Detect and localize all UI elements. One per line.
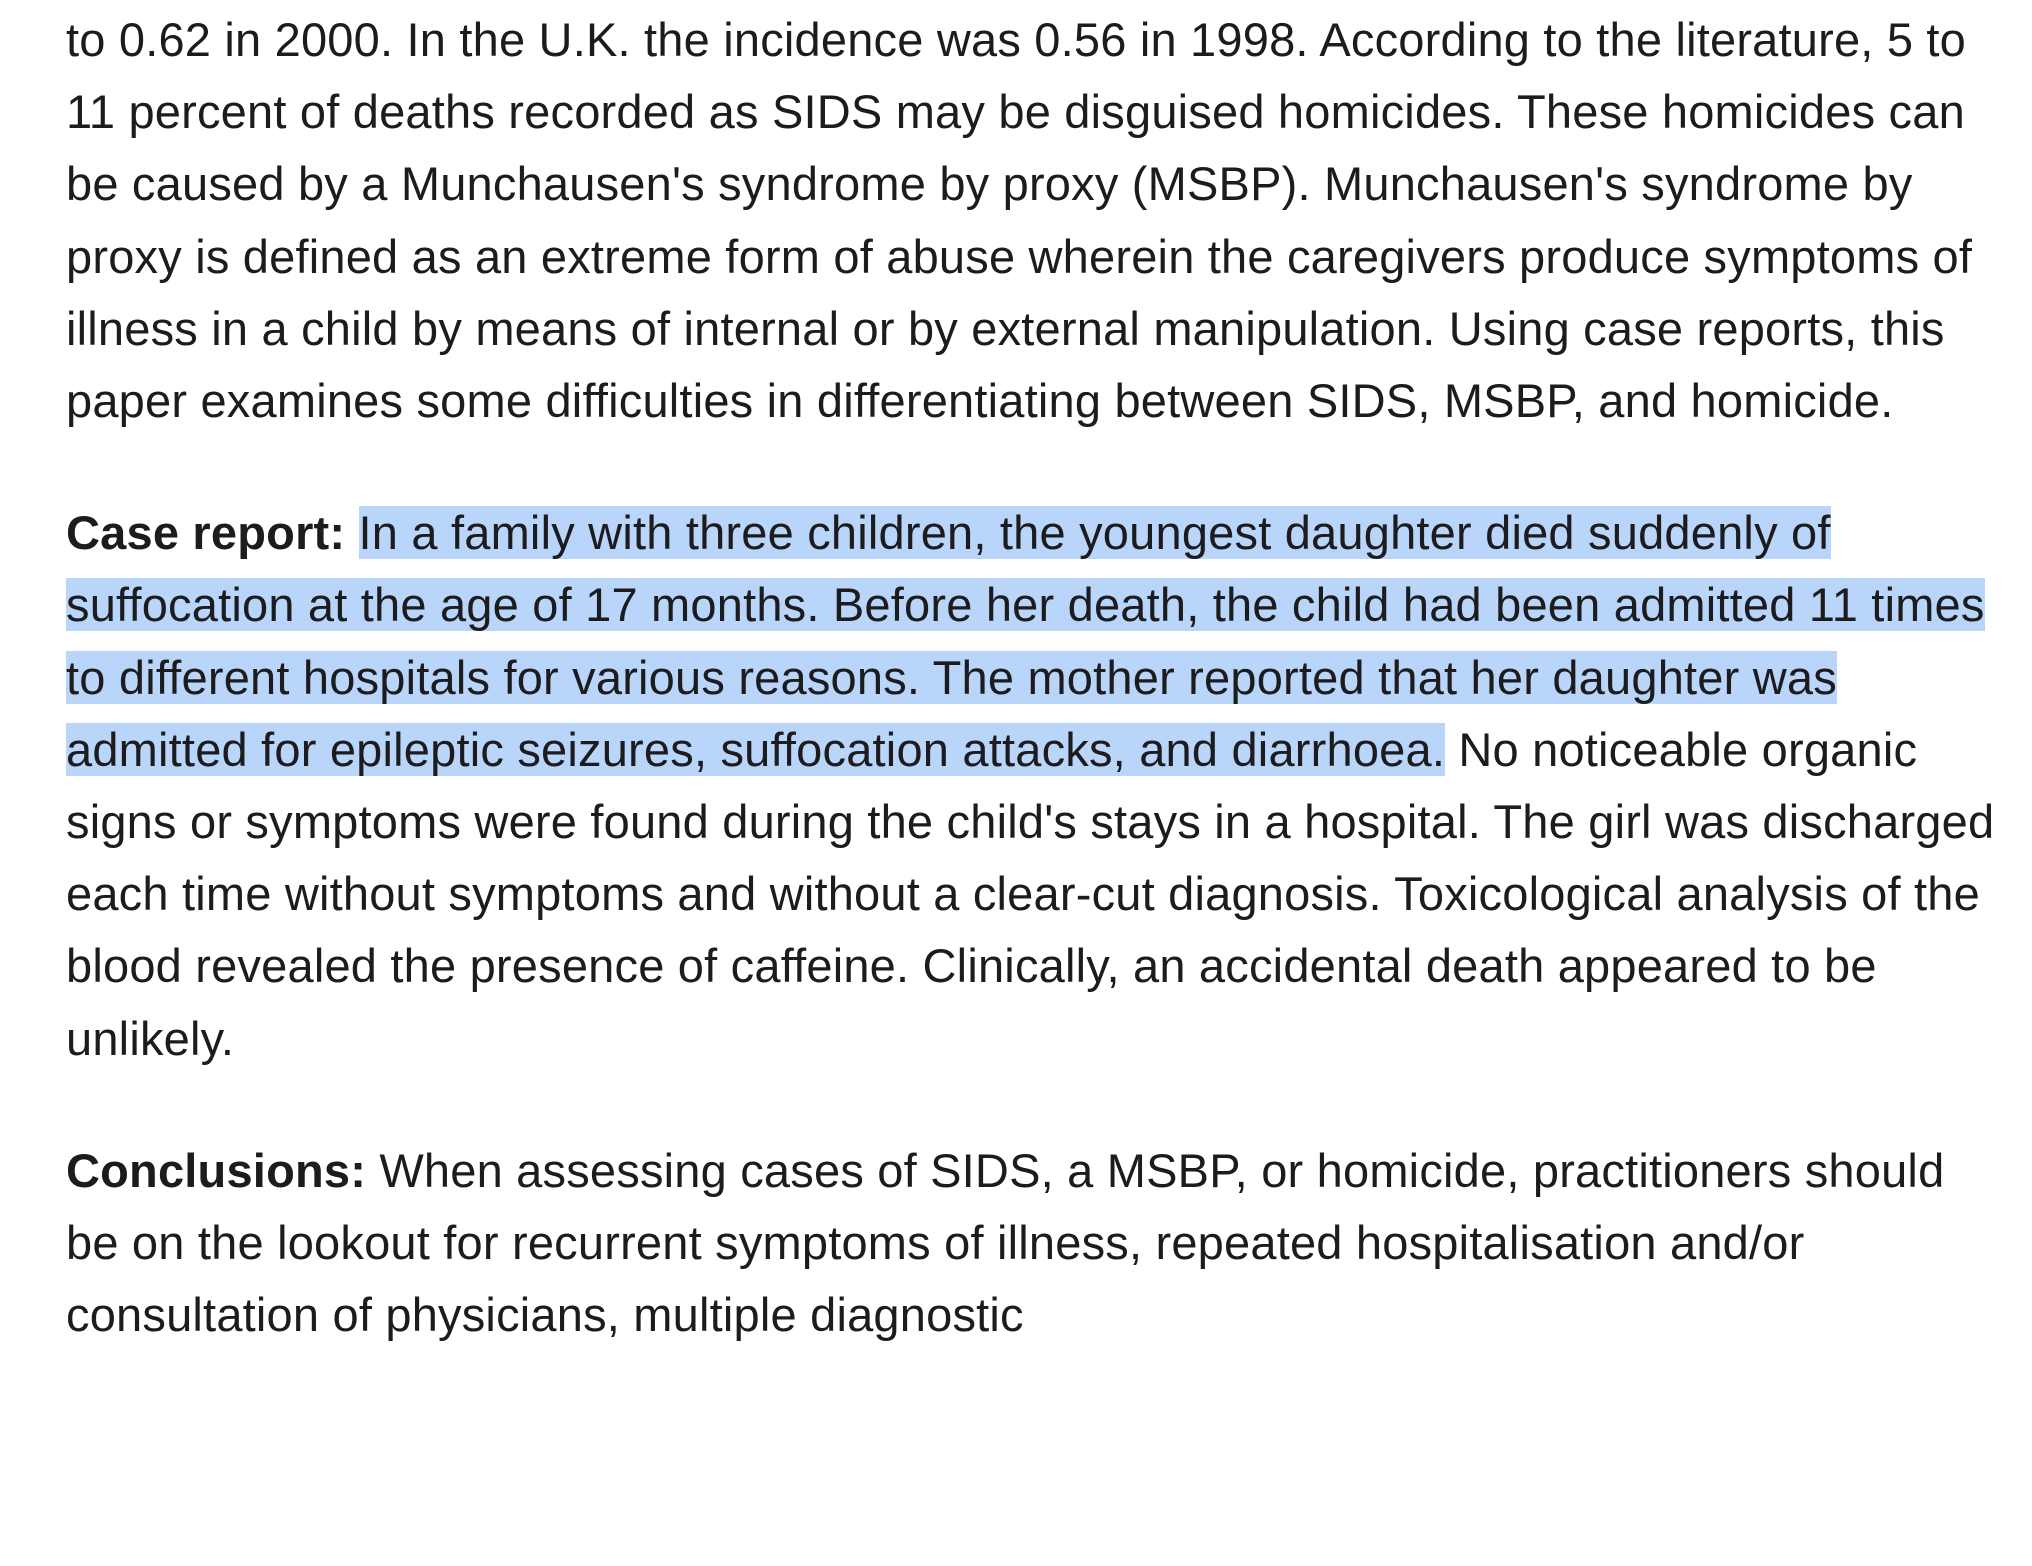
conclusions-label: Conclusions: xyxy=(66,1143,367,1197)
case-report-label: Case report: xyxy=(66,506,346,560)
selected-text-highlight[interactable]: In a family with three children, the youngest daughter died suddenly of suffocation at the age of 17 months. Before her death, the child had been admitted 11 times to different hospitals for various reasons. The mother reported that her daughter was admitted for epileptic seizures, suffocation attacks, and diarrhoea. xyxy=(66,506,1985,776)
case-report-rest-text: No noticeable organic signs or symptoms were found during the child's stays in a hospital. The girl was discharged each time without symptoms and without a clear-cut diagnosis. Toxicological analysis of the blood revealed the presence of caffeine. Clinically, an accidental death appeared to be unlikely. xyxy=(66,722,1995,1065)
conclusions-paragraph xyxy=(66,1135,2006,1352)
conclusions-text: When assessing cases of SIDS, a MSBP, or homicide, practitioners should be on the lookout for recurrent symptoms of illness, repeated hospitalisation and/or consultation of physicians, multiple diagnostic xyxy=(66,1143,1945,1342)
intro-paragraph xyxy=(66,4,2006,437)
case-report-paragraph xyxy=(66,497,2006,1075)
intro-text: to 0.62 in 2000. In the U.K. the incidence was 0.56 in 1998. According to the literature, 5 to 11 percent of deaths recorded as SIDS may be disguised homicides. These homicides can be caused by a Munchausen's syndrome by proxy (MSBP). Munchausen's syndrome by proxy is defined as an extreme form of abuse wherein the caregivers produce symptoms of illness in a child by means of internal or by external manipulation. Using case reports, this paper examines some difficulties in differentiating between SIDS, MSBP, and homicide. xyxy=(66,13,1973,428)
paragraph-spacer xyxy=(66,437,2006,497)
paragraph-spacer xyxy=(66,1075,2006,1135)
abstract-document xyxy=(66,4,2006,1351)
